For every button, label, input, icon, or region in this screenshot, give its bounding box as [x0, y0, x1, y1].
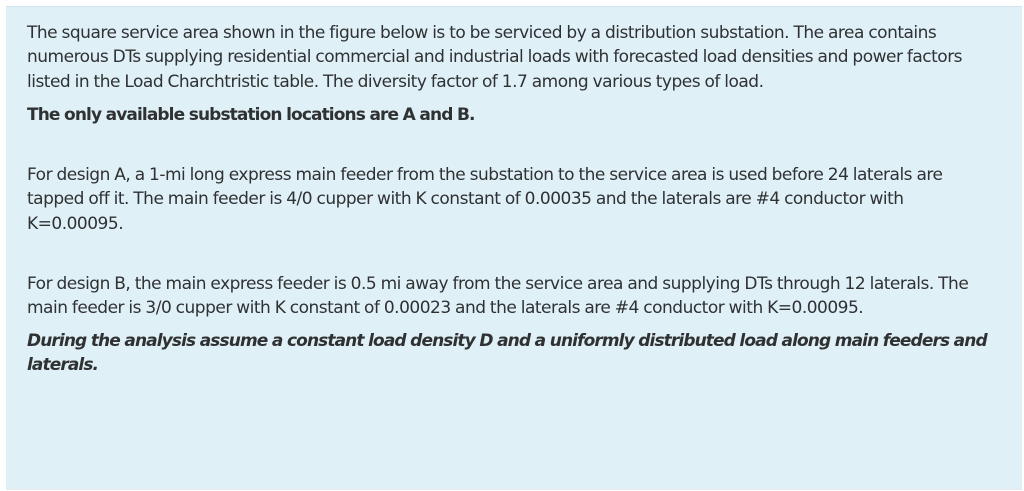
- intro-paragraph: The square service area shown in the figure below is to be serviced by a distribution substation. The area contains numerous DTs supplying residential commercial and industrial loads with forecasted load densities and power factors listed in the Load Charchtristic table. The diversity factor of 1.7 among various types of load.: [27, 23, 963, 92]
- substation-locations-note: The only available substation locations are A and B.: [27, 104, 475, 125]
- design-b-paragraph: For design B, the main express feeder is 0.5 mi away from the service area and supplying DTs through 12 laterals. The main feeder is 3/0 cupper with K constant of 0.00023 and the laterals are #4 conductor with K=0.00095.: [27, 274, 969, 319]
- analysis-assumption-note: During the analysis assume a constant load density D and a uniformly distributed load along main feeders and laterals.: [27, 330, 987, 375]
- problem-statement-panel: [6, 6, 1022, 490]
- design-a-paragraph: For design A, a 1-mi long express main feeder from the substation to the service area is used before 24 laterals are tapped off it. The main feeder is 4/0 cupper with K constant of 0.00035 and the laterals are #4 conductor with K=0.00095.: [27, 165, 943, 234]
